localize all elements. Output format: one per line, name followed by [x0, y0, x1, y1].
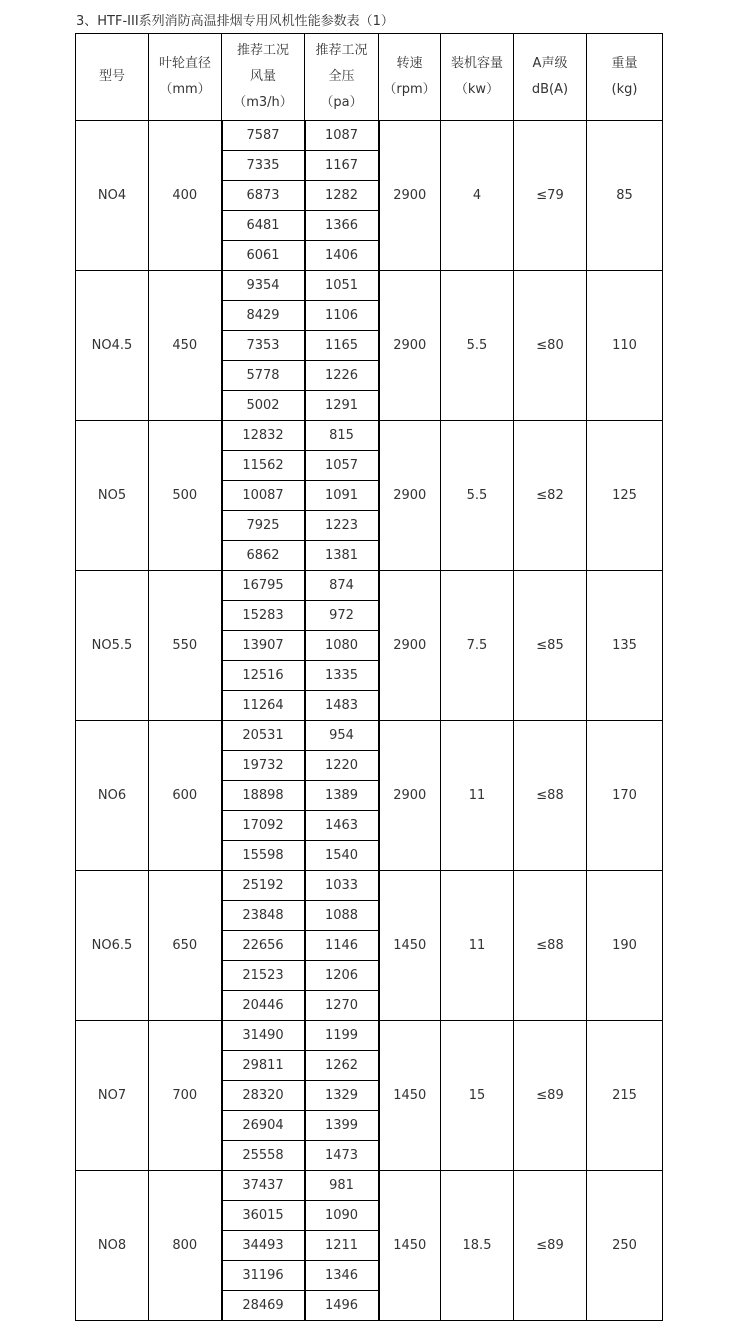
table-row: [76, 721, 663, 751]
column-header-line: 全压: [328, 69, 355, 84]
pressure-cell: 1346: [305, 1261, 379, 1291]
model-cell: NO6.5: [76, 871, 149, 1021]
model-cell: NO4: [76, 121, 149, 271]
pressure-cell: 1223: [305, 511, 379, 541]
pressure-cell: 1406: [305, 241, 379, 271]
column-header: [305, 34, 379, 121]
pressure-cell: 1226: [305, 361, 379, 391]
column-header-line: 推荐工况: [236, 43, 289, 58]
weight-cell: 250: [587, 1171, 663, 1321]
column-header-line: 风量: [249, 69, 276, 84]
pressure-cell: 1329: [305, 1081, 379, 1111]
airflow-cell: 28320: [222, 1081, 305, 1111]
airflow-cell: 9354: [222, 271, 305, 301]
model-cell: NO6: [76, 721, 149, 871]
rpm-cell: 2900: [379, 271, 441, 421]
pressure-cell: 1389: [305, 781, 379, 811]
column-header-line: （m3/h）: [233, 95, 293, 110]
diameter-cell: 800: [149, 1171, 222, 1321]
pressure-cell: 1146: [305, 931, 379, 961]
weight-cell: 125: [587, 421, 663, 571]
column-header: [514, 34, 587, 121]
power-cell: 15: [441, 1021, 514, 1171]
airflow-cell: 31490: [222, 1021, 305, 1051]
airflow-cell: 17092: [222, 811, 305, 841]
power-cell: 4: [441, 121, 514, 271]
diameter-cell: 500: [149, 421, 222, 571]
table-row: [76, 871, 663, 901]
airflow-cell: 21523: [222, 961, 305, 991]
model-cell: NO7: [76, 1021, 149, 1171]
pressure-cell: 1335: [305, 661, 379, 691]
airflow-cell: 18898: [222, 781, 305, 811]
airflow-cell: 10087: [222, 481, 305, 511]
pressure-cell: 1399: [305, 1111, 379, 1141]
pressure-cell: 1540: [305, 841, 379, 871]
pressure-cell: 1167: [305, 151, 379, 181]
weight-cell: 190: [587, 871, 663, 1021]
noise-cell: ≤89: [514, 1171, 587, 1321]
column-header: [222, 34, 305, 121]
pressure-cell: 1366: [305, 211, 379, 241]
pressure-cell: 1220: [305, 751, 379, 781]
model-cell: NO5.5: [76, 571, 149, 721]
pressure-cell: 1496: [305, 1291, 379, 1321]
column-header-line: dB(A): [531, 82, 569, 97]
airflow-cell: 26904: [222, 1111, 305, 1141]
diameter-cell: 600: [149, 721, 222, 871]
diameter-cell: 450: [149, 271, 222, 421]
weight-cell: 135: [587, 571, 663, 721]
pressure-cell: 1211: [305, 1231, 379, 1261]
pressure-cell: 1262: [305, 1051, 379, 1081]
airflow-cell: 15598: [222, 841, 305, 871]
rpm-cell: 2900: [379, 421, 441, 571]
pressure-cell: 1483: [305, 691, 379, 721]
rpm-cell: 1450: [379, 871, 441, 1021]
pressure-cell: 1057: [305, 451, 379, 481]
column-header-line: （mm）: [159, 82, 211, 97]
weight-cell: 110: [587, 271, 663, 421]
noise-cell: ≤82: [514, 421, 587, 571]
table-caption: 3、HTF-III系列消防高温排烟专用风机性能参数表（1）: [76, 14, 394, 29]
airflow-cell: 6873: [222, 181, 305, 211]
noise-cell: ≤89: [514, 1021, 587, 1171]
pressure-cell: 1381: [305, 541, 379, 571]
pressure-cell: 1106: [305, 301, 379, 331]
airflow-cell: 31196: [222, 1261, 305, 1291]
airflow-cell: 37437: [222, 1171, 305, 1201]
column-header-line: 重量: [611, 56, 638, 71]
airflow-cell: 29811: [222, 1051, 305, 1081]
pressure-cell: 1088: [305, 901, 379, 931]
airflow-cell: 25558: [222, 1141, 305, 1171]
pressure-cell: 1463: [305, 811, 379, 841]
column-header: [379, 34, 441, 121]
table-row: [76, 121, 663, 151]
pressure-cell: 1080: [305, 631, 379, 661]
airflow-cell: 6862: [222, 541, 305, 571]
pressure-cell: 1206: [305, 961, 379, 991]
pressure-cell: 874: [305, 571, 379, 601]
diameter-cell: 550: [149, 571, 222, 721]
pressure-cell: 1090: [305, 1201, 379, 1231]
diameter-cell: 650: [149, 871, 222, 1021]
airflow-cell: 20531: [222, 721, 305, 751]
pressure-cell: 1199: [305, 1021, 379, 1051]
airflow-cell: 7353: [222, 331, 305, 361]
pressure-cell: 1091: [305, 481, 379, 511]
airflow-cell: 6481: [222, 211, 305, 241]
column-header: [76, 34, 149, 121]
diameter-cell: 700: [149, 1021, 222, 1171]
pressure-cell: 1033: [305, 871, 379, 901]
airflow-cell: 11562: [222, 451, 305, 481]
diameter-cell: 400: [149, 121, 222, 271]
airflow-cell: 7925: [222, 511, 305, 541]
fan-performance-table: [75, 33, 663, 1321]
rpm-cell: 2900: [379, 571, 441, 721]
airflow-cell: 6061: [222, 241, 305, 271]
pressure-cell: 1270: [305, 991, 379, 1021]
airflow-cell: 25192: [222, 871, 305, 901]
power-cell: 11: [441, 871, 514, 1021]
airflow-cell: 7587: [222, 121, 305, 151]
airflow-cell: 23848: [222, 901, 305, 931]
rpm-cell: 2900: [379, 121, 441, 271]
table-row: [76, 1171, 663, 1201]
airflow-cell: 36015: [222, 1201, 305, 1231]
pressure-cell: 1165: [305, 331, 379, 361]
table-row: [76, 421, 663, 451]
pressure-cell: 972: [305, 601, 379, 631]
airflow-cell: 28469: [222, 1291, 305, 1321]
rpm-cell: 1450: [379, 1171, 441, 1321]
pressure-cell: 954: [305, 721, 379, 751]
header-row: [76, 34, 663, 121]
pressure-cell: 1473: [305, 1141, 379, 1171]
noise-cell: ≤80: [514, 271, 587, 421]
column-header-line: 转速: [396, 56, 423, 71]
noise-cell: ≤85: [514, 571, 587, 721]
pressure-cell: 981: [305, 1171, 379, 1201]
airflow-cell: 5002: [222, 391, 305, 421]
noise-cell: ≤88: [514, 721, 587, 871]
power-cell: 5.5: [441, 421, 514, 571]
column-header-line: （kw）: [454, 82, 500, 97]
table-row: [76, 271, 663, 301]
airflow-cell: 5778: [222, 361, 305, 391]
column-header: [441, 34, 514, 121]
column-header-line: 装机容量: [450, 56, 503, 71]
airflow-cell: 34493: [222, 1231, 305, 1261]
power-cell: 18.5: [441, 1171, 514, 1321]
model-cell: NO5: [76, 421, 149, 571]
pressure-cell: 1291: [305, 391, 379, 421]
airflow-cell: 15283: [222, 601, 305, 631]
pressure-cell: 1087: [305, 121, 379, 151]
airflow-cell: 13907: [222, 631, 305, 661]
table-row: [76, 1021, 663, 1051]
column-header-line: 型号: [98, 69, 125, 84]
weight-cell: 215: [587, 1021, 663, 1171]
pressure-cell: 1051: [305, 271, 379, 301]
airflow-cell: 16795: [222, 571, 305, 601]
model-cell: NO4.5: [76, 271, 149, 421]
table-row: [76, 571, 663, 601]
column-header-line: （pa）: [320, 95, 363, 110]
column-header-line: 叶轮直径: [158, 56, 211, 71]
column-header: [149, 34, 222, 121]
airflow-cell: 20446: [222, 991, 305, 1021]
airflow-cell: 7335: [222, 151, 305, 181]
table-body: [76, 121, 663, 1321]
column-header-line: （rpm）: [383, 82, 436, 97]
model-cell: NO8: [76, 1171, 149, 1321]
airflow-cell: 12832: [222, 421, 305, 451]
airflow-cell: 8429: [222, 301, 305, 331]
pressure-cell: 815: [305, 421, 379, 451]
rpm-cell: 1450: [379, 1021, 441, 1171]
column-header: [587, 34, 663, 121]
airflow-cell: 22656: [222, 931, 305, 961]
pressure-cell: 1282: [305, 181, 379, 211]
rpm-cell: 2900: [379, 721, 441, 871]
power-cell: 5.5: [441, 271, 514, 421]
column-header-line: A声级: [532, 56, 568, 71]
column-header-line: 推荐工况: [315, 43, 368, 58]
noise-cell: ≤88: [514, 871, 587, 1021]
power-cell: 11: [441, 721, 514, 871]
column-header-line: (kg): [611, 82, 638, 97]
airflow-cell: 19732: [222, 751, 305, 781]
airflow-cell: 12516: [222, 661, 305, 691]
noise-cell: ≤79: [514, 121, 587, 271]
airflow-cell: 11264: [222, 691, 305, 721]
weight-cell: 170: [587, 721, 663, 871]
power-cell: 7.5: [441, 571, 514, 721]
weight-cell: 85: [587, 121, 663, 271]
